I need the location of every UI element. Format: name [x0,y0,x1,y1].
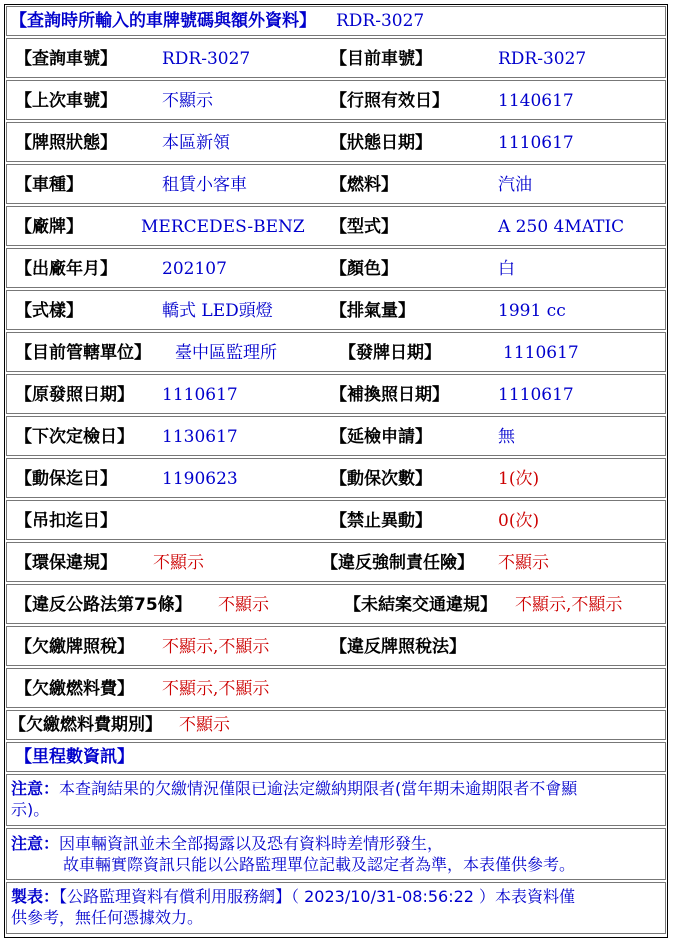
info-row [6,416,666,456]
value-plate-status: 本區新領 [162,133,230,153]
label-original-issue-date: 【原發照日期】 [15,385,134,405]
mileage-heading: 【里程數資訊】 [15,747,134,767]
label-issue-date: 【發牌日期】 [339,343,441,363]
label-unpaid-fuel-fee: 【欠繳燃料費】 [15,679,134,699]
value-transfer-prohibited: 0(次) [498,511,540,531]
value-lien-count: 1(次) [498,469,540,489]
value-current-plate: RDR-3027 [498,49,587,69]
info-row [6,626,666,666]
label-license-valid: 【行照有效日】 [330,91,449,111]
value-model: A 250 4MATIC [498,217,625,237]
label-fuel: 【燃料】 [330,175,398,195]
value-insurance-violation: 不顯示 [498,553,549,573]
label-body-style: 【式樣】 [15,301,83,321]
info-row [6,668,666,708]
info-row [6,122,666,162]
title-plate: RDR-3027 [336,11,425,31]
value-body-style: 轎式 LED頭燈 [162,301,273,321]
info-row [6,290,666,330]
title-label: 【查詢時所輸入的車牌號碼與額外資料】 [10,11,316,31]
label-previous-plate: 【上次車號】 [15,91,117,111]
info-row [6,542,666,582]
footer-text: 【公路監理資料有償利用服務網】（ 2023/10/31-08:56:22 ）本表資料僅 [59,887,576,906]
label-inspection-extension: 【延檢申請】 [330,427,432,447]
value-query-plate: RDR-3027 [162,49,251,69]
value-original-issue-date: 1110617 [162,385,238,405]
note-text: 因車輛資訊並未全部揭露以及恐有資料時差情形發生， [59,834,444,853]
info-row [6,500,666,540]
info-row [6,206,666,246]
label-unpaid-license-tax: 【欠繳牌照稅】 [15,637,134,657]
value-next-inspection: 1130617 [162,427,238,447]
value-highway-act-violation: 不顯示 [218,595,269,615]
info-row [6,710,666,740]
label-license-tax-violation: 【違反牌照稅法】 [330,637,466,657]
note-box [6,828,666,880]
value-unpaid-fuel-fee: 不顯示,不顯示 [162,679,270,699]
label-displacement: 【排氣量】 [330,301,415,321]
value-environmental-violation: 不顯示 [153,553,204,573]
value-license-valid: 1140617 [498,91,574,111]
note-text: 示)。 [11,800,50,819]
value-unpaid-license-tax: 不顯示,不顯示 [162,637,270,657]
label-unpaid-fuel-fee-period: 【欠繳燃料費期別】 [9,715,162,735]
value-jurisdiction: 臺中區監理所 [175,343,277,363]
value-status-date: 1110617 [498,133,574,153]
info-row [6,458,666,498]
info-row [6,38,666,78]
note-label: 注意： [11,834,60,853]
note-box [6,774,666,826]
label-suspension-end-date: 【吊扣迄日】 [15,511,117,531]
label-color: 【顏色】 [330,259,398,279]
title-row [6,6,666,36]
value-vehicle-type: 租賃小客車 [162,175,247,195]
value-previous-plate: 不顯示 [162,91,213,111]
label-environmental-violation: 【環保違規】 [15,553,117,573]
label-lien-count: 【動保次數】 [330,469,432,489]
label-plate-status: 【牌照狀態】 [15,133,117,153]
label-reissue-date: 【補換照日期】 [330,385,449,405]
value-unpaid-fuel-fee-period: 不顯示 [179,715,230,735]
info-row [6,374,666,414]
label-manufacture-date: 【出廠年月】 [15,259,117,279]
info-row [6,584,666,624]
label-model: 【型式】 [330,217,398,237]
label-brand: 【廠牌】 [15,217,83,237]
label-unresolved-violations: 【未結案交通違規】 [344,595,497,615]
mileage-row [6,742,666,772]
label-vehicle-type: 【車種】 [15,175,83,195]
value-manufacture-date: 202107 [162,259,227,279]
value-issue-date: 1110617 [503,343,579,363]
label-next-inspection: 【下次定檢日】 [15,427,134,447]
footer-box [6,882,666,934]
label-highway-act-violation: 【違反公路法第75條】 [15,595,192,615]
value-brand: MERCEDES-BENZ [141,217,305,237]
label-insurance-violation: 【違反強制責任險】 [321,553,474,573]
label-jurisdiction: 【目前管轄單位】 [15,343,151,363]
note-label: 注意： [11,779,60,798]
footer-text: 供參考，無任何憑據效力。 [11,908,204,927]
info-row [6,80,666,120]
info-row [6,164,666,204]
value-inspection-extension: 無 [498,427,515,447]
note-text: 本查詢結果的欠繳情況僅限已逾法定繳納期限者(當年期未逾期限者不會顯 [59,779,578,798]
info-row [6,332,666,372]
label-query-plate: 【查詢車號】 [15,49,117,69]
label-transfer-prohibited: 【禁止異動】 [330,511,432,531]
label-lien-end-date: 【動保迄日】 [15,469,117,489]
value-lien-end-date: 1190623 [162,469,238,489]
value-fuel: 汽油 [498,175,532,195]
value-reissue-date: 1110617 [498,385,574,405]
value-displacement: 1991 cc [498,301,566,321]
value-color: 白 [498,259,515,279]
footer-label: 製表： [11,887,60,906]
label-current-plate: 【目前車號】 [330,49,432,69]
label-status-date: 【狀態日期】 [330,133,432,153]
info-row [6,248,666,288]
value-unresolved-violations: 不顯示,不顯示 [515,595,623,615]
note-text: 故車輛實際資訊只能以公路監理單位記載及認定者為準，本表僅供參考。 [63,855,576,874]
